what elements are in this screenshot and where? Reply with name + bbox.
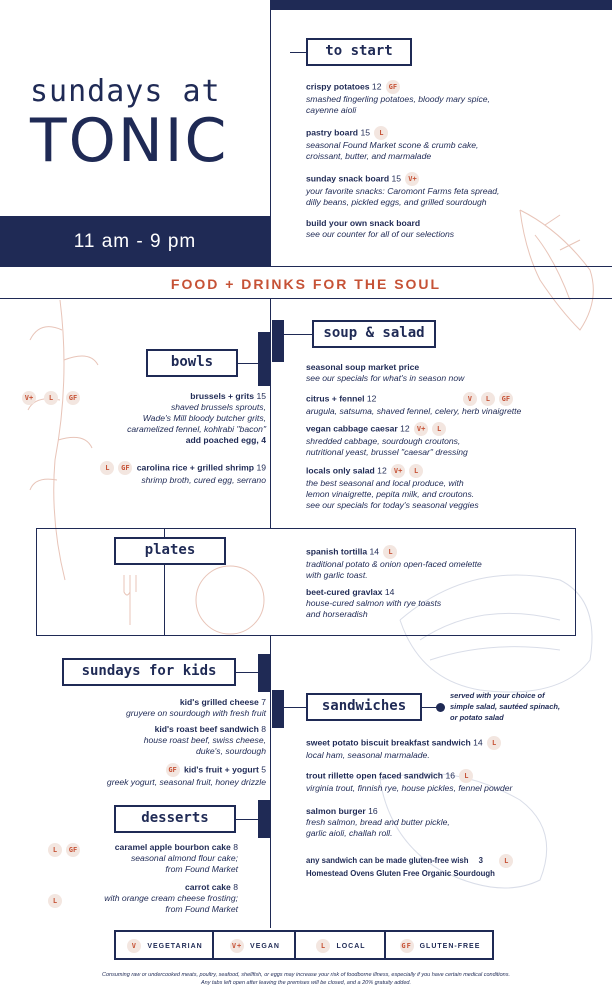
dietary-legend <box>114 930 494 960</box>
to-start-item: pastry board 15 L seasonal Found Market scone & crumb cake, croissant, butter, and marmalade <box>306 127 479 161</box>
gluten-free-option-note: any sandwich can be made gluten-free wish 3 L Homestead Ovens Gluten Free Organic Sourdough <box>306 854 596 879</box>
sandwich-item: trout rillette open faced sandwich 16 L virginia trout, finnish rye, house pickles, fennel powder <box>306 770 513 793</box>
header-bottom-line <box>0 266 612 267</box>
desserts-bar <box>258 800 270 838</box>
legend-gluten-free: GF GLUTEN-FREE <box>386 932 492 960</box>
footer-disclaimer: Consuming raw or undercooked meats, poultry, seafood, shellfish, or eggs may increase your risk of foodborne illness, especially if you have certain medical conditions. Any tabs left open after leaving the premises will be closed, and a 20% gratuity added. <box>101 972 511 986</box>
tagline-bottom-line <box>0 298 612 299</box>
title-line-1: sundays at <box>30 74 221 109</box>
desserts-heading: desserts <box>114 805 236 833</box>
vegan-badge: V+ <box>414 422 428 436</box>
sandwiches-heading: sandwiches <box>306 693 422 721</box>
top-bar <box>270 0 612 10</box>
gluten-free-badge: GF <box>66 391 80 405</box>
kids-connector <box>236 672 258 673</box>
local-badge: L <box>487 736 501 750</box>
kids-item: kid's grilled cheese 7 gruyere on sourdough with fresh fruit <box>126 697 266 718</box>
legend-local: L LOCAL <box>296 932 386 960</box>
bowls-bar <box>258 332 270 386</box>
to-start-item: build your own snack board see our counter for all of our selections <box>306 218 455 239</box>
vegan-badge: V+ <box>391 464 405 478</box>
local-badge: L <box>481 392 495 406</box>
soup-salad-bar <box>272 320 284 362</box>
gluten-free-badge: GF <box>118 461 132 475</box>
to-start-heading: to start <box>306 38 412 66</box>
salad-item: vegan cabbage caesar 12 V+ L shredded cabbage, sourdough croutons, nutritional yeast, brussel "caesar" dressing <box>306 423 468 457</box>
local-badge: L <box>48 894 62 908</box>
legend-vegan: V+ VEGAN <box>214 932 296 960</box>
center-divider-lower <box>270 636 271 928</box>
soup-salad-connector <box>284 334 312 335</box>
desserts-item: L GF caramel apple bourbon cake 8 seasonal almond flour cake; from Found Market <box>40 842 238 875</box>
gluten-free-badge: GF <box>66 843 80 857</box>
local-badge: L <box>459 769 473 783</box>
bowls-connector <box>238 363 258 364</box>
local-badge: L <box>374 126 388 140</box>
to-start-item: sunday snack board 15 V+ your favorite snacks: Caromont Farms feta spread, dilly beans, pickled eggs, and grilled sourdough <box>306 173 500 207</box>
hours-text: 11 am - 9 pm <box>73 231 197 252</box>
soup-salad-heading: soup & salad <box>312 320 436 348</box>
local-badge: L <box>383 545 397 559</box>
tagline: FOOD + DRINKS FOR THE SOUL <box>170 276 442 292</box>
bowls-heading: bowls <box>146 349 238 377</box>
vegan-badge: V+ <box>22 391 36 405</box>
local-badge: L <box>432 422 446 436</box>
plates-item: spanish tortilla 14 L traditional potato & onion open-faced omelette with garlic toast. <box>306 546 482 580</box>
plates-item: beet-cured gravlax 14 house-cured salmon with rye toasts and horseradish <box>306 587 442 619</box>
sandwiches-bar <box>272 690 284 728</box>
sandwich-item: sweet potato biscuit breakfast sandwich 14 L local ham, seasonal marmalade. <box>306 736 596 761</box>
desserts-item: L carrot cake 8 with orange cream cheese frosting; from Found Market <box>40 882 238 915</box>
vegan-badge: V+ <box>405 172 419 186</box>
local-badge: L <box>48 843 62 857</box>
salad-item: citrus + fennel 12 V L GF arugula, satsuma, shaved fennel, celery, herb vinaigrette <box>306 393 522 416</box>
local-badge: L <box>44 391 58 405</box>
bowls-item: L GF carolina rice + grilled shrimp 19 shrimp broth, cured egg, serrano <box>40 461 266 486</box>
kids-item: kid's roast beef sandwich 8 house roast beef, swiss cheese, duke's, sourdough <box>143 724 266 756</box>
desserts-connector <box>236 819 258 820</box>
sandwich-item: salmon burger 16 fresh salmon, bread and butter pickle, garlic aioli, challah roll. <box>306 806 450 838</box>
kids-heading: sundays for kids <box>62 658 236 686</box>
kids-item: GF kid's fruit + yogurt 5 greek yogurt, seasonal fruit, honey drizzle <box>106 764 266 787</box>
hours-banner <box>0 216 270 266</box>
to-start-connector <box>290 52 306 53</box>
to-start-item: crispy potatoes 12 GF smashed fingerling potatoes, bloody mary spice, cayenne aioli <box>306 81 490 115</box>
sandwiches-note: served with your choice of simple salad, sautéed spinach, or potato salad <box>450 691 561 722</box>
legend-vegetarian: V VEGETARIAN <box>116 932 214 960</box>
plates-heading: plates <box>114 537 226 565</box>
header-divider-vertical <box>270 0 271 266</box>
sandwiches-connector <box>284 707 306 708</box>
salad-item: locals only salad 12 V+ L the best seasonal and local produce, with lemon vinaigrette, pepita milk, and croutons. see our specials for today's seasonal veggies <box>306 465 479 510</box>
local-badge: L <box>499 854 513 868</box>
local-badge: L <box>409 464 423 478</box>
local-badge: L <box>100 461 114 475</box>
vegetarian-badge: V <box>463 392 477 406</box>
title-line-2: TONIC <box>30 106 229 176</box>
soup-item: seasonal soup market price see our specials for what's in season now <box>306 362 465 383</box>
gluten-free-badge: GF <box>166 763 180 777</box>
center-divider-upper <box>270 298 271 528</box>
kids-bar <box>258 654 270 692</box>
bowls-item: V+ L GF brussels + grits 15 shaved brussels sprouts, Wade's Mill bloody butcher grits, caramelized fennel, kohlrabi "bacon" add poached egg, 4 <box>20 391 266 446</box>
note-dot <box>436 703 445 712</box>
gluten-free-badge: GF <box>386 80 400 94</box>
gluten-free-badge: GF <box>499 392 513 406</box>
